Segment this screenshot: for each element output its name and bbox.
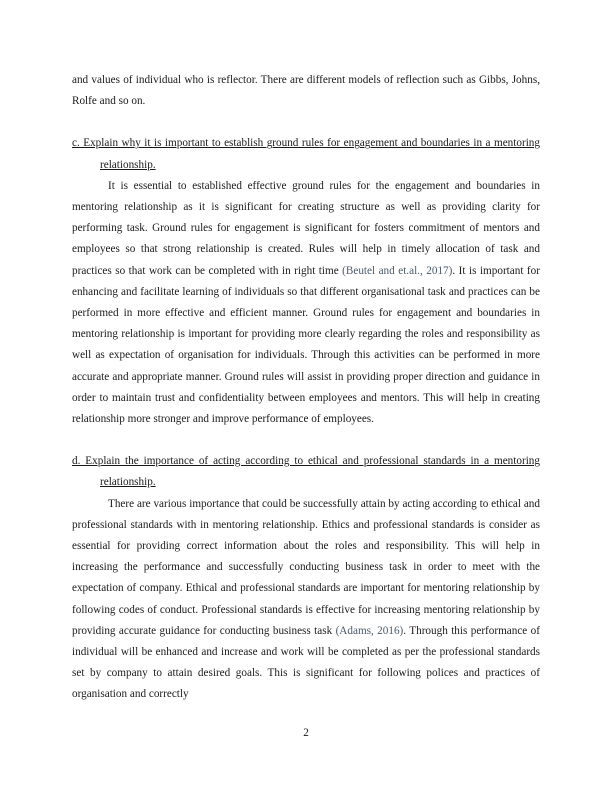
page-content [72, 70, 540, 706]
section-d-text-part2: . Through this performance of individual will be enhanced and increase and work will be completed as per the professional standards set by company to attain desired goals. This is significant for following polices and practices of organisation and correctly [72, 624, 540, 701]
section-c-text-part2: . It is important for enhancing and facilitate learning of individuals so that different organisational task and practices can be performed in more effective and efficient manner. Ground rules for engagement and boundaries in mentoring relationship is important for providing more clearly regarding the roles and responsibility as well as expectation of organisation for individuals. Through this activities can be performed in more accurate and appropriate manner. Ground rules will assist in providing proper direction and guidance in order to maintain trust and confidentiality between employees and mentors. This will help in creating relationship more stronger and improve performance of employees. [72, 264, 540, 426]
intro-paragraph: and values of individual who is reflector. There are different models of reflection such as Gibbs, Johns, Rolfe and so on. [72, 74, 540, 108]
section-d-citation: (Adams, 2016) [335, 624, 404, 637]
page-number: 2 [303, 727, 309, 739]
section-c-paragraph [72, 176, 540, 430]
section-d-heading: d. Explain the importance of acting according to ethical and professional standards in a mentoring relationship. [72, 455, 540, 489]
section-c-citation: (Beutel and et.al., 2017) [342, 264, 453, 277]
section-c-heading: c. Explain why it is important to establish ground rules for engagement and boundaries in a mentoring relationship. [72, 137, 540, 171]
section-d-text-part1: There are various importance that could be successfully attain by acting according to ethical and professional standards with in mentoring relationship. Ethics and professional standards is consider as essential for providing correct information about the roles and responsibility. This will help in increasing the performance and successfully conducting business task in order to meet with the expectation of company. Ethical and professional standards are important for mentoring relationship by following codes of conduct. Professional standards is effective for increasing mentoring relationship by providing accurate guidance for conducting business task [72, 497, 540, 637]
section-c-text-part1: It is essential to established effective ground rules for the engagement and boundaries in mentoring relationship as it is significant for creating structure as well as providing clarity for performing task. Ground rules for engagement is significant for fosters commitment of mentors and employees so that strong relationship is created. Rules will help in timely allocation of task and practices so that work can be completed with in right time [72, 179, 540, 277]
section-d-paragraph [72, 494, 540, 706]
